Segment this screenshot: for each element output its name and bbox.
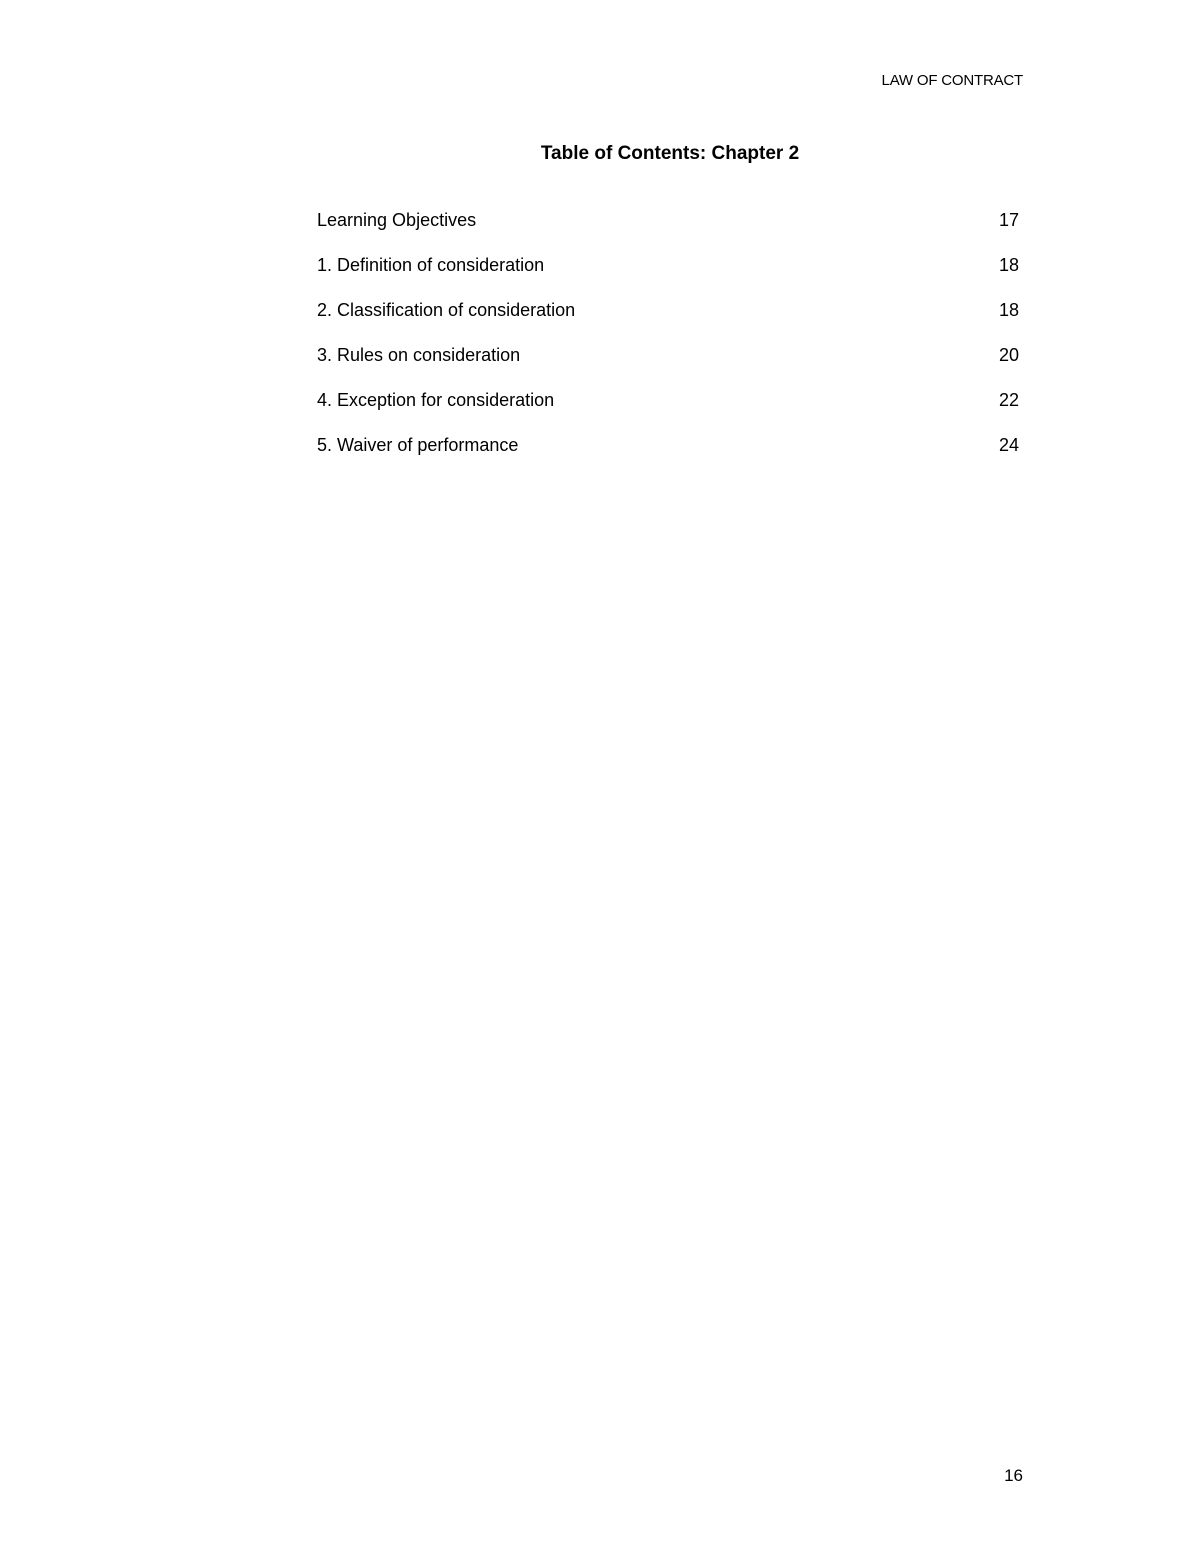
page-number: 16 [1004,1466,1023,1485]
toc-entry-page: 20 [998,345,1019,365]
toc-entry-label: 4. Exception for consideration [317,390,555,410]
toc-entry-classification[interactable] [317,300,1019,345]
toc-entry-page: 22 [998,390,1019,410]
page-title: Table of Contents: Chapter 2 [540,143,800,164]
toc-entry-waiver[interactable] [317,435,1019,480]
toc-entry-rules[interactable] [317,345,1019,390]
toc-entry-exception[interactable] [317,390,1019,435]
toc-entry-label: Learning Objectives [317,210,477,230]
toc-entry-label: 2. Classification of consideration [317,300,576,320]
toc-entry-page: 17 [998,210,1019,230]
toc-entry-label: 5. Waiver of performance [317,435,519,455]
toc-entry-label: 1. Definition of consideration [317,255,545,275]
running-header: LAW OF CONTRACT [881,72,1023,89]
toc-entry-page: 24 [998,435,1019,455]
table-of-contents [317,210,1019,480]
toc-entry-definition[interactable] [317,255,1019,300]
toc-entry-learning-objectives[interactable] [317,210,1019,255]
toc-entry-page: 18 [998,255,1019,275]
toc-entry-label: 3. Rules on consideration [317,345,521,365]
toc-entry-page: 18 [998,300,1019,320]
